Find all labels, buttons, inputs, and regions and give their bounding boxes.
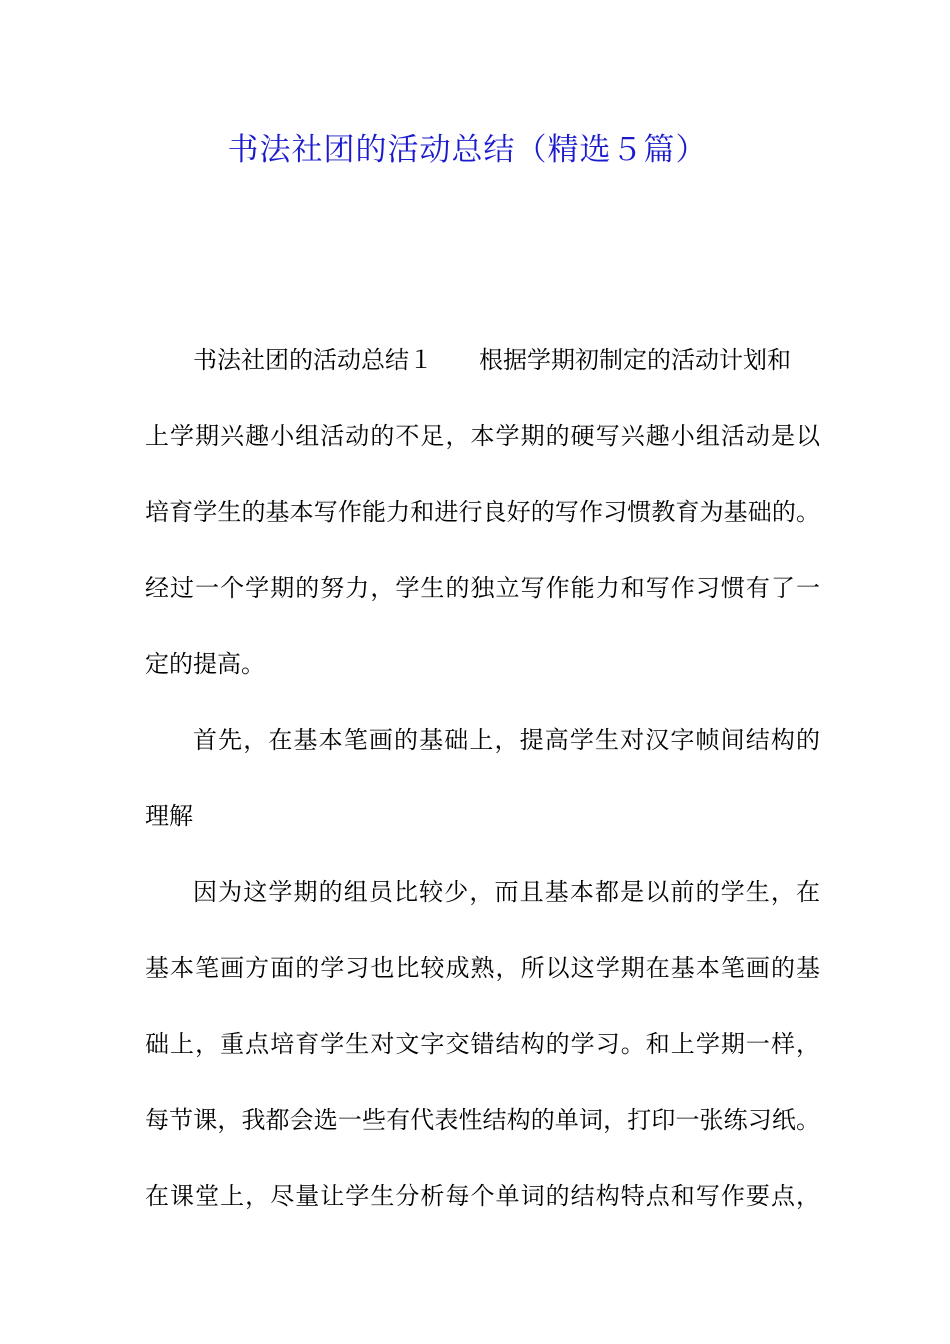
paragraph-line: 础上，重点培育学生对文字交错结构的学习。和上学期一样， — [145, 1030, 820, 1058]
paragraph-line: 上学期兴趣小组活动的不足，本学期的硬写兴趣小组活动是以 — [145, 422, 820, 450]
paragraph-line: 基本笔画方面的学习也比较成熟，所以这学期在基本笔画的基 — [145, 954, 820, 982]
paragraph-text: 根据学期初制定的活动计划和 — [479, 346, 791, 374]
paragraph-line — [145, 338, 820, 414]
paragraph-line: 经过一个学期的努力，学生的独立写作能力和写作习惯有了一 — [145, 574, 820, 602]
paragraph-line: 每节课，我都会选一些有代表性结构的单词，打印一张练习纸。 — [145, 1106, 820, 1134]
paragraph-line: 首先，在基本笔画的基础上，提高学生对汉字帧间结构的 — [193, 726, 820, 754]
paragraph-line: 在课堂上，尽量让学生分析每个单词的结构特点和写作要点， — [145, 1182, 820, 1210]
paragraph-line: 定的提高。 — [145, 650, 265, 678]
paragraph-line: 培育学生的基本写作能力和进行良好的写作习惯教育为基础的。 — [145, 498, 820, 526]
document-title: 书法社团的活动总结（精选５篇） — [227, 132, 708, 168]
paragraph-line: 理解 — [145, 802, 193, 830]
document-body — [145, 338, 820, 1250]
section-heading: 书法社团的活动总结１ — [193, 346, 433, 374]
paragraph-line: 因为这学期的组员比较少，而且基本都是以前的学生，在 — [193, 878, 820, 906]
